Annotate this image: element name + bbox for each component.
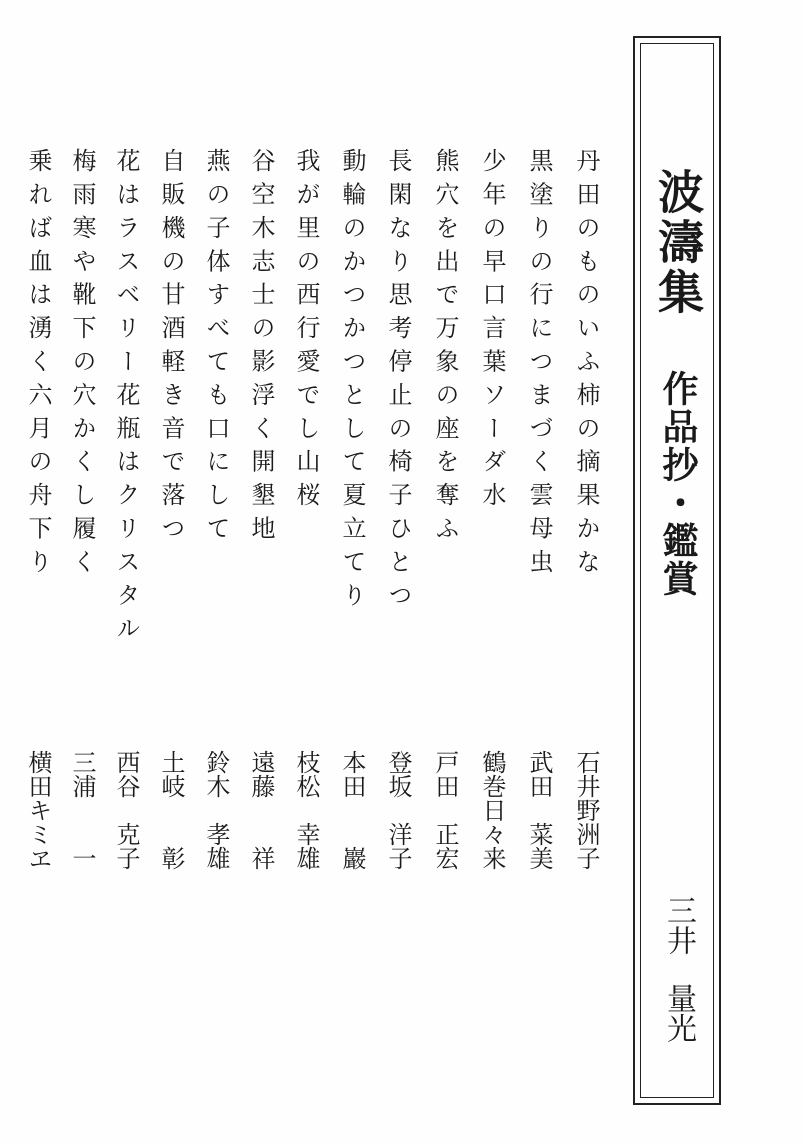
- haiku-author: 遠藤 祥: [247, 750, 275, 870]
- byline: [654, 895, 702, 1043]
- haiku-author: 西谷 克子: [112, 750, 140, 870]
- page-subtitle: 作品抄・鑑賞: [657, 370, 699, 598]
- byline-family-name: 三井: [661, 895, 696, 955]
- haiku-text: 長閑なり思考停止の椅子ひとつ: [384, 148, 412, 616]
- haiku-text: 梅雨寒や靴下の穴かくし履く: [68, 148, 96, 583]
- haiku-author: 三浦 一: [68, 750, 96, 870]
- haiku-text: 我が里の西行愛でし山桜: [292, 148, 320, 516]
- haiku-text: 少年の早口言葉ソーダ水: [478, 148, 506, 516]
- haiku-author: 本田 巖: [338, 750, 366, 870]
- haiku-author: 土岐 彰: [157, 750, 185, 870]
- page-title: 波濤集: [651, 168, 705, 318]
- haiku-author: 枝松 幸雄: [292, 750, 320, 870]
- haiku-author: 横田キミヱ: [24, 750, 52, 870]
- haiku-text: 燕の子体すべても口にして: [202, 148, 230, 549]
- haiku-text: 熊穴を出で万象の座を奪ふ: [431, 148, 459, 549]
- haiku-author: 戸田 正宏: [431, 750, 459, 870]
- haiku-text: 丹田のものいふ柿の摘果かな: [572, 148, 600, 583]
- haiku-author: 武田 菜美: [525, 750, 553, 870]
- byline-given-name: 量光: [661, 983, 696, 1043]
- haiku-text: 花はラスベリー花瓶はクリスタル: [112, 148, 140, 649]
- haiku-author: 鶴巻日々来: [478, 750, 506, 870]
- haiku-author: 鈴木 孝雄: [202, 750, 230, 870]
- haiku-text: 乗れば血は湧く六月の舟下り: [24, 148, 52, 583]
- haiku-text: 谷空木志士の影浮く開墾地: [247, 148, 275, 549]
- haiku-text: 黒塗りの行につまづく雲母虫: [525, 148, 553, 583]
- haiku-text: 動輪のかつかつとして夏立てり: [338, 148, 366, 616]
- haiku-author: 登坂 洋子: [384, 750, 412, 870]
- haiku-text: 自販機の甘酒軽き音で落つ: [157, 148, 185, 549]
- haiku-author: 石井野洲子: [572, 750, 600, 870]
